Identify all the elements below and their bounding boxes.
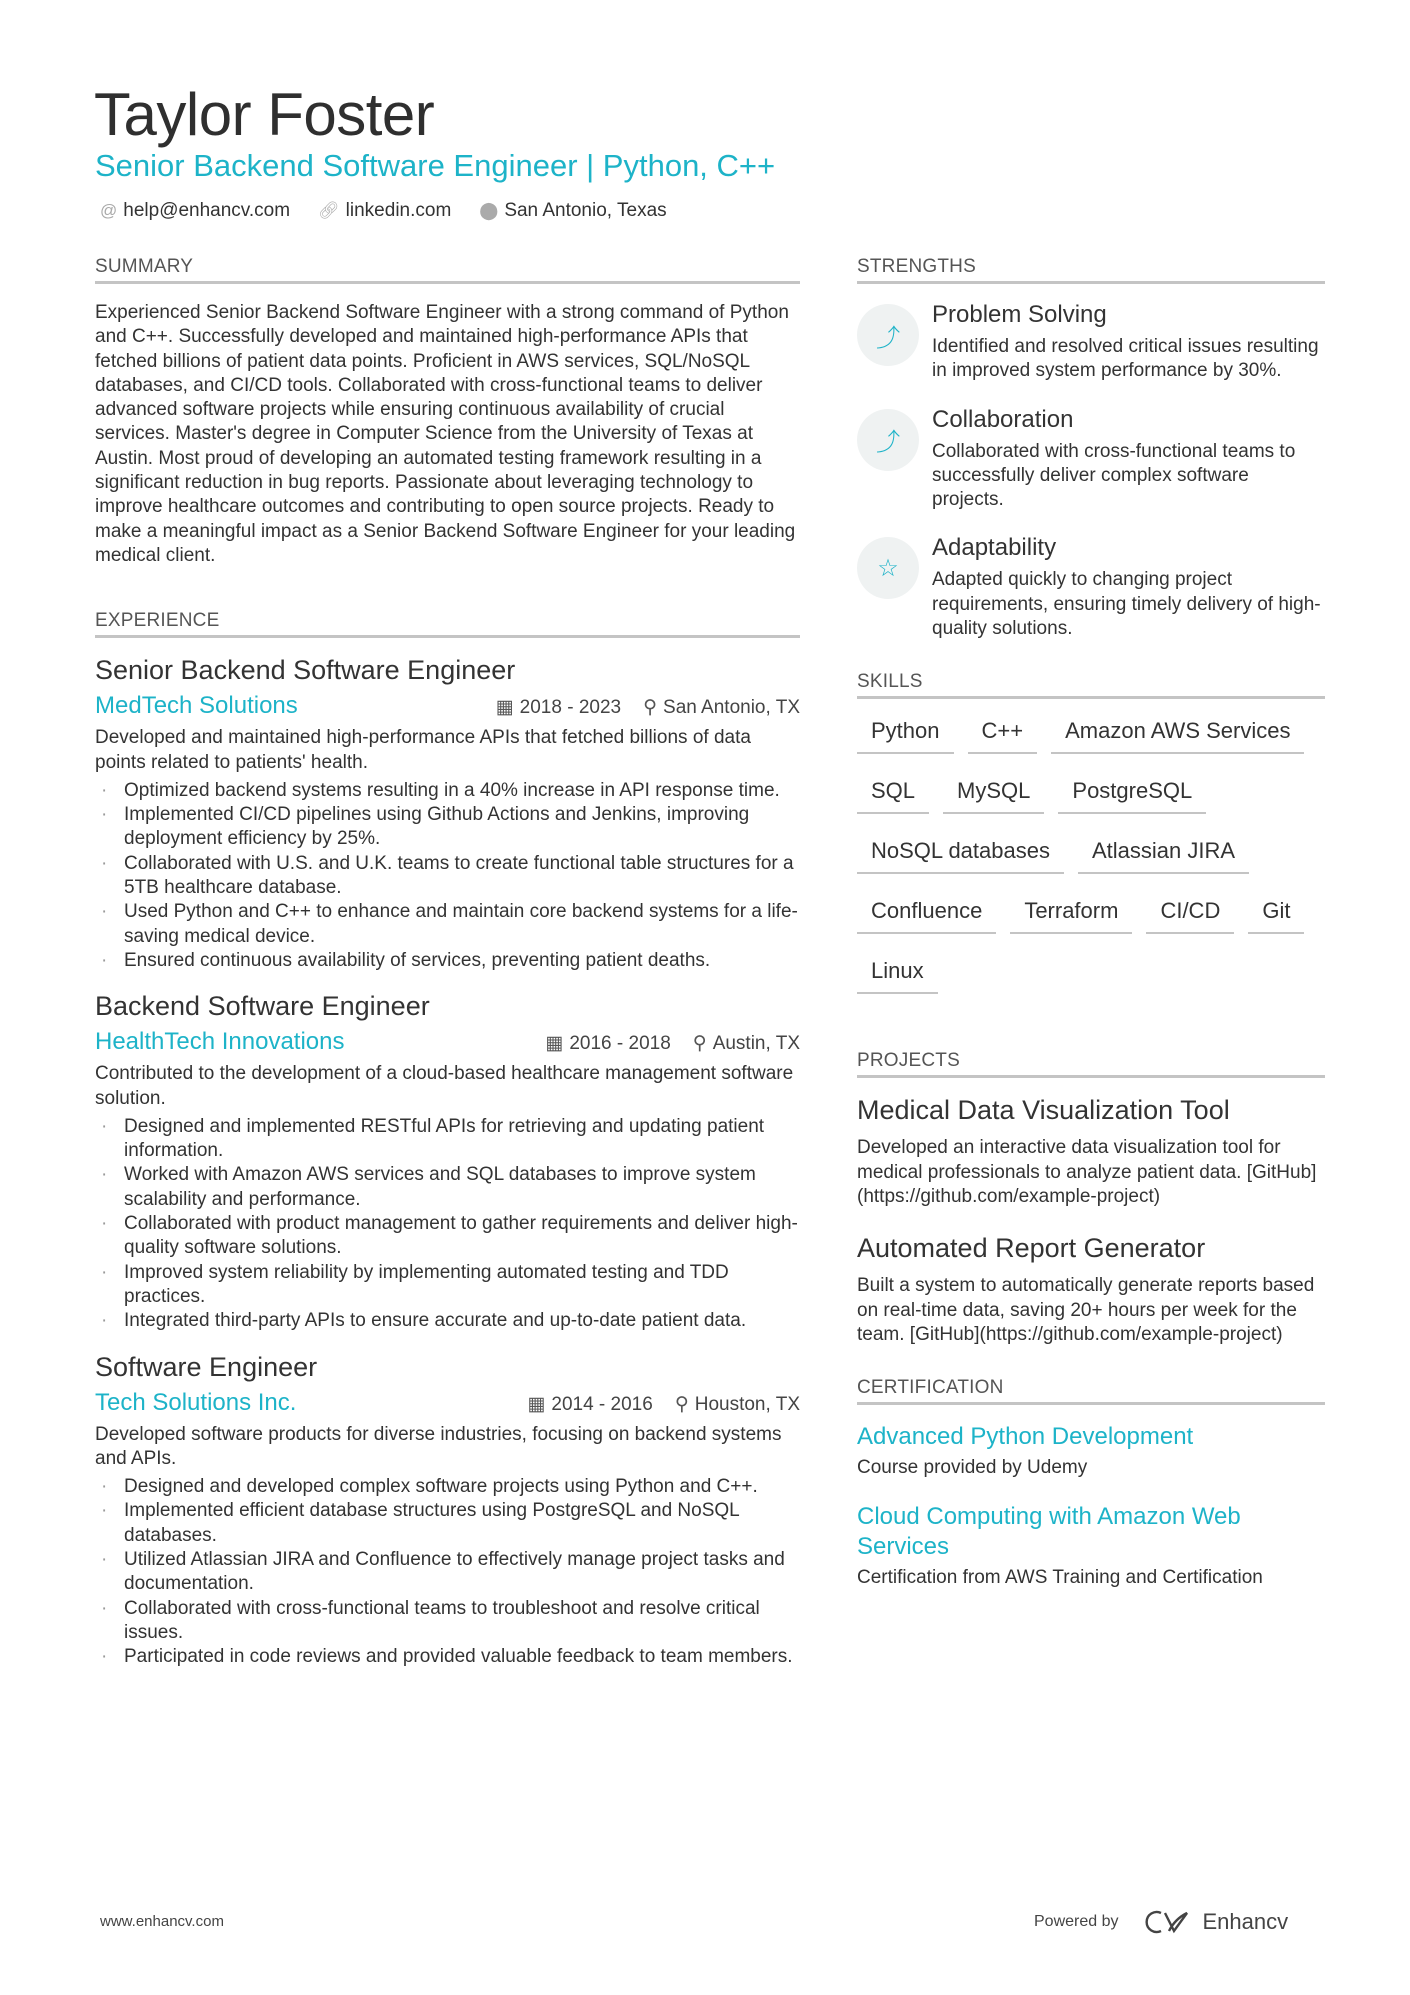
project-item bbox=[857, 1095, 1325, 1209]
job-meta-row bbox=[95, 1028, 800, 1056]
strength-description: Identified and resolved critical issues resulting in improved system performance by 30%. bbox=[932, 336, 1319, 382]
bullet-item: · Utilized Atlassian JIRA and Confluence to effectively manage project tasks and documentation. bbox=[95, 1548, 800, 1597]
calendar-icon: ▦ bbox=[545, 1033, 564, 1055]
skill-tag: Linux bbox=[857, 954, 938, 994]
strength-item bbox=[857, 301, 1325, 384]
project-description: Developed an interactive data visualization tool for medical professionals to analyze patient data. [GitHub](https://github.com/example-project) bbox=[857, 1137, 1317, 1207]
summary-text: Experienced Senior Backend Software Engineer with a strong command of Python and C++. Successfully developed and maintained high-performance APIs that fetched billions of patient data points. Proficient in AWS services, SQL/NoSQL databases, and CI/CD tools. Collaborated with cross-functional teams to deliver advanced software projects while ensuring continuous availability of crucial services. Master's degree in Computer Science from the University of Texas at Austin. Most proud of developing an automated testing framework resulting in a significant reduction in bug reports. Passionate about leveraging technology to improve healthcare outcomes and contributing to open source projects. Ready to make a meaningful impact as a Senior Backend Software Engineer for your leading medical client. bbox=[95, 302, 796, 566]
projects-section bbox=[857, 1050, 1325, 1347]
contact-row bbox=[100, 200, 667, 222]
location-pin-icon: ⚲ bbox=[643, 697, 658, 719]
bullet-item: · Designed and implemented RESTful APIs for retrieving and updating patient information. bbox=[95, 1115, 800, 1164]
skill-tag: Amazon AWS Services bbox=[1051, 714, 1304, 754]
company-name[interactable]: MedTech Solutions bbox=[95, 692, 298, 720]
job-title: Senior Backend Software Engineer bbox=[95, 655, 516, 686]
job-description: Contributed to the development of a cloud-based healthcare management software solution. bbox=[95, 1063, 794, 1109]
contact-link[interactable] bbox=[318, 200, 451, 222]
strategy-icon: ⤴ bbox=[857, 304, 919, 366]
location-pin-icon: ⚲ bbox=[674, 1393, 689, 1415]
job-location: San Antonio, TX bbox=[663, 697, 800, 719]
job-entry bbox=[95, 655, 800, 973]
location-pin-icon: ⚲ bbox=[692, 1033, 707, 1055]
job-dates: 2014 - 2016 bbox=[551, 1393, 653, 1415]
certification-description: Certification from AWS Training and Certification bbox=[857, 1567, 1263, 1589]
job-bullets bbox=[95, 779, 800, 973]
section-heading: SUMMARY bbox=[95, 256, 800, 284]
bullet-item: · Optimized backend systems resulting in a 40% increase in API response time. bbox=[95, 779, 800, 803]
calendar-icon: ▦ bbox=[527, 1393, 546, 1415]
link-text: linkedin.com bbox=[345, 200, 452, 221]
skill-tag: SQL bbox=[857, 774, 929, 814]
strength-title: Collaboration bbox=[932, 405, 1074, 433]
bullet-item: · Ensured continuous availability of services, preventing patient deaths. bbox=[95, 949, 800, 973]
bullet-item: · Collaborated with product management to gather requirements and deliver high-quality software solutions. bbox=[95, 1212, 800, 1261]
company-name[interactable]: HealthTech Innovations bbox=[95, 1028, 345, 1056]
strength-body bbox=[932, 301, 1325, 384]
job-location-wrap bbox=[643, 696, 800, 719]
job-meta-row bbox=[95, 1389, 800, 1417]
job-meta bbox=[527, 1393, 800, 1416]
summary-section bbox=[95, 256, 800, 568]
strength-body bbox=[932, 534, 1325, 641]
strength-item bbox=[857, 534, 1325, 641]
section-heading: CERTIFICATION bbox=[857, 1377, 1325, 1405]
job-dates-wrap bbox=[527, 1393, 652, 1416]
location-text: San Antonio, Texas bbox=[504, 200, 667, 221]
strength-description: Adapted quickly to changing project requirements, ensuring timely delivery of high-quality solutions. bbox=[932, 569, 1321, 640]
contact-email[interactable] bbox=[100, 200, 290, 222]
certification-section bbox=[857, 1377, 1325, 1591]
job-description: Developed software products for diverse industries, focusing on backend systems and APIs. bbox=[95, 1423, 782, 1469]
candidate-title: Senior Backend Software Engineer | Python, C++ bbox=[95, 148, 776, 183]
location-pin-icon: ⬤ bbox=[479, 201, 499, 220]
enhancv-logo-icon bbox=[1145, 1909, 1191, 1935]
project-item bbox=[857, 1233, 1325, 1347]
project-title: Automated Report Generator bbox=[857, 1233, 1206, 1264]
email-text: help@enhancv.com bbox=[123, 200, 291, 221]
skill-tag: CI/CD bbox=[1146, 894, 1234, 934]
footer-powered bbox=[1034, 1909, 1288, 1935]
job-meta bbox=[496, 696, 800, 719]
strength-description: Collaborated with cross-functional teams to successfully deliver complex software projects. bbox=[932, 440, 1296, 511]
footer-website[interactable]: www.enhancv.com bbox=[100, 1913, 224, 1930]
bullet-item: · Collaborated with U.S. and U.K. teams to create functional table structures for a 5TB healthcare database. bbox=[95, 852, 800, 901]
bullet-item: · Used Python and C++ to enhance and maintain core backend systems for a life-saving medical device. bbox=[95, 900, 800, 949]
skill-tag: Python bbox=[857, 714, 954, 754]
strengths-section bbox=[857, 256, 1325, 641]
job-dates-wrap bbox=[496, 696, 621, 719]
skill-tag: Atlassian JIRA bbox=[1078, 834, 1249, 874]
brand-name: Enhancv bbox=[1202, 1909, 1289, 1934]
project-description: Built a system to automatically generate reports based on real-time data, saving 20+ hours per week for the team. [GitHub](https://github.com/example-project) bbox=[857, 1275, 1315, 1345]
certification-item bbox=[857, 1502, 1325, 1590]
job-dates: 2018 - 2023 bbox=[519, 697, 622, 719]
certification-item bbox=[857, 1422, 1325, 1480]
job-location-wrap bbox=[693, 1032, 800, 1055]
job-meta-row bbox=[95, 692, 800, 720]
bullet-item: · Worked with Amazon AWS services and SQL databases to improve system scalability and performance. bbox=[95, 1163, 800, 1212]
certification-description: Course provided by Udemy bbox=[857, 1457, 1088, 1479]
bullet-item: · Improved system reliability by implementing automated testing and TDD practices. bbox=[95, 1261, 800, 1310]
skill-tag: Terraform bbox=[1010, 894, 1132, 934]
bullet-item: · Implemented CI/CD pipelines using Github Actions and Jenkins, improving deployment efficiency by 25%. bbox=[95, 803, 800, 852]
bullet-item: · Integrated third-party APIs to ensure accurate and up-to-date patient data. bbox=[95, 1309, 800, 1333]
candidate-name: Taylor Foster bbox=[94, 81, 435, 148]
experience-section bbox=[95, 610, 800, 1669]
link-icon: 🔗︎ bbox=[318, 201, 340, 220]
skill-tag: C++ bbox=[968, 714, 1038, 754]
strength-title: Problem Solving bbox=[932, 301, 1107, 328]
section-heading: EXPERIENCE bbox=[95, 610, 800, 638]
job-meta bbox=[545, 1032, 800, 1055]
left-column bbox=[95, 256, 800, 1711]
job-location-wrap bbox=[675, 1393, 800, 1416]
strength-body bbox=[932, 406, 1325, 513]
job-title: Backend Software Engineer bbox=[95, 991, 430, 1022]
strength-item bbox=[857, 406, 1325, 513]
job-description: Developed and maintained high-performance APIs that fetched billions of data points related to patients' health. bbox=[95, 727, 751, 773]
skill-tag: PostgreSQL bbox=[1058, 774, 1206, 814]
job-location: Houston, TX bbox=[694, 1393, 800, 1415]
at-icon: @ bbox=[100, 201, 118, 220]
skills-section bbox=[857, 671, 1325, 994]
contact-location bbox=[479, 200, 666, 222]
star-icon: ☆ bbox=[857, 537, 919, 599]
skill-tag: NoSQL databases bbox=[857, 834, 1064, 874]
skill-tag: Confluence bbox=[857, 894, 996, 934]
right-column bbox=[857, 256, 1325, 1633]
job-entry bbox=[95, 991, 800, 1333]
skill-tag: MySQL bbox=[943, 774, 1044, 814]
job-title: Software Engineer bbox=[95, 1351, 318, 1382]
enhancv-logo[interactable] bbox=[1145, 1909, 1289, 1935]
project-title: Medical Data Visualization Tool bbox=[857, 1095, 1230, 1126]
bullet-item: · Collaborated with cross-functional teams to troubleshoot and resolve critical issues. bbox=[95, 1597, 800, 1646]
calendar-icon: ▦ bbox=[495, 697, 514, 719]
powered-by-text: Powered by bbox=[1034, 1913, 1119, 1930]
strength-title: Adaptability bbox=[932, 534, 1057, 562]
section-heading: SKILLS bbox=[857, 671, 1325, 699]
skill-tag: Git bbox=[1248, 894, 1304, 934]
job-dates-wrap bbox=[545, 1032, 670, 1055]
job-entry bbox=[95, 1352, 800, 1670]
certification-title[interactable]: Cloud Computing with Amazon Web Services bbox=[857, 1503, 1241, 1561]
bullet-item: · Implemented efficient database structures using PostgreSQL and NoSQL databases. bbox=[95, 1499, 800, 1548]
job-location: Austin, TX bbox=[712, 1033, 800, 1055]
bullet-item: · Participated in code reviews and provided valuable feedback to team members. bbox=[95, 1645, 800, 1669]
section-heading: PROJECTS bbox=[857, 1050, 1325, 1078]
bullet-item: · Designed and developed complex software projects using Python and C++. bbox=[95, 1475, 800, 1499]
company-name[interactable]: Tech Solutions Inc. bbox=[95, 1388, 297, 1416]
section-heading: STRENGTHS bbox=[857, 256, 1325, 284]
job-dates: 2016 - 2018 bbox=[569, 1033, 671, 1055]
job-bullets bbox=[95, 1115, 800, 1334]
certification-title[interactable]: Advanced Python Development bbox=[857, 1423, 1194, 1451]
strategy-icon: ⤴ bbox=[857, 409, 919, 471]
job-bullets bbox=[95, 1475, 800, 1669]
